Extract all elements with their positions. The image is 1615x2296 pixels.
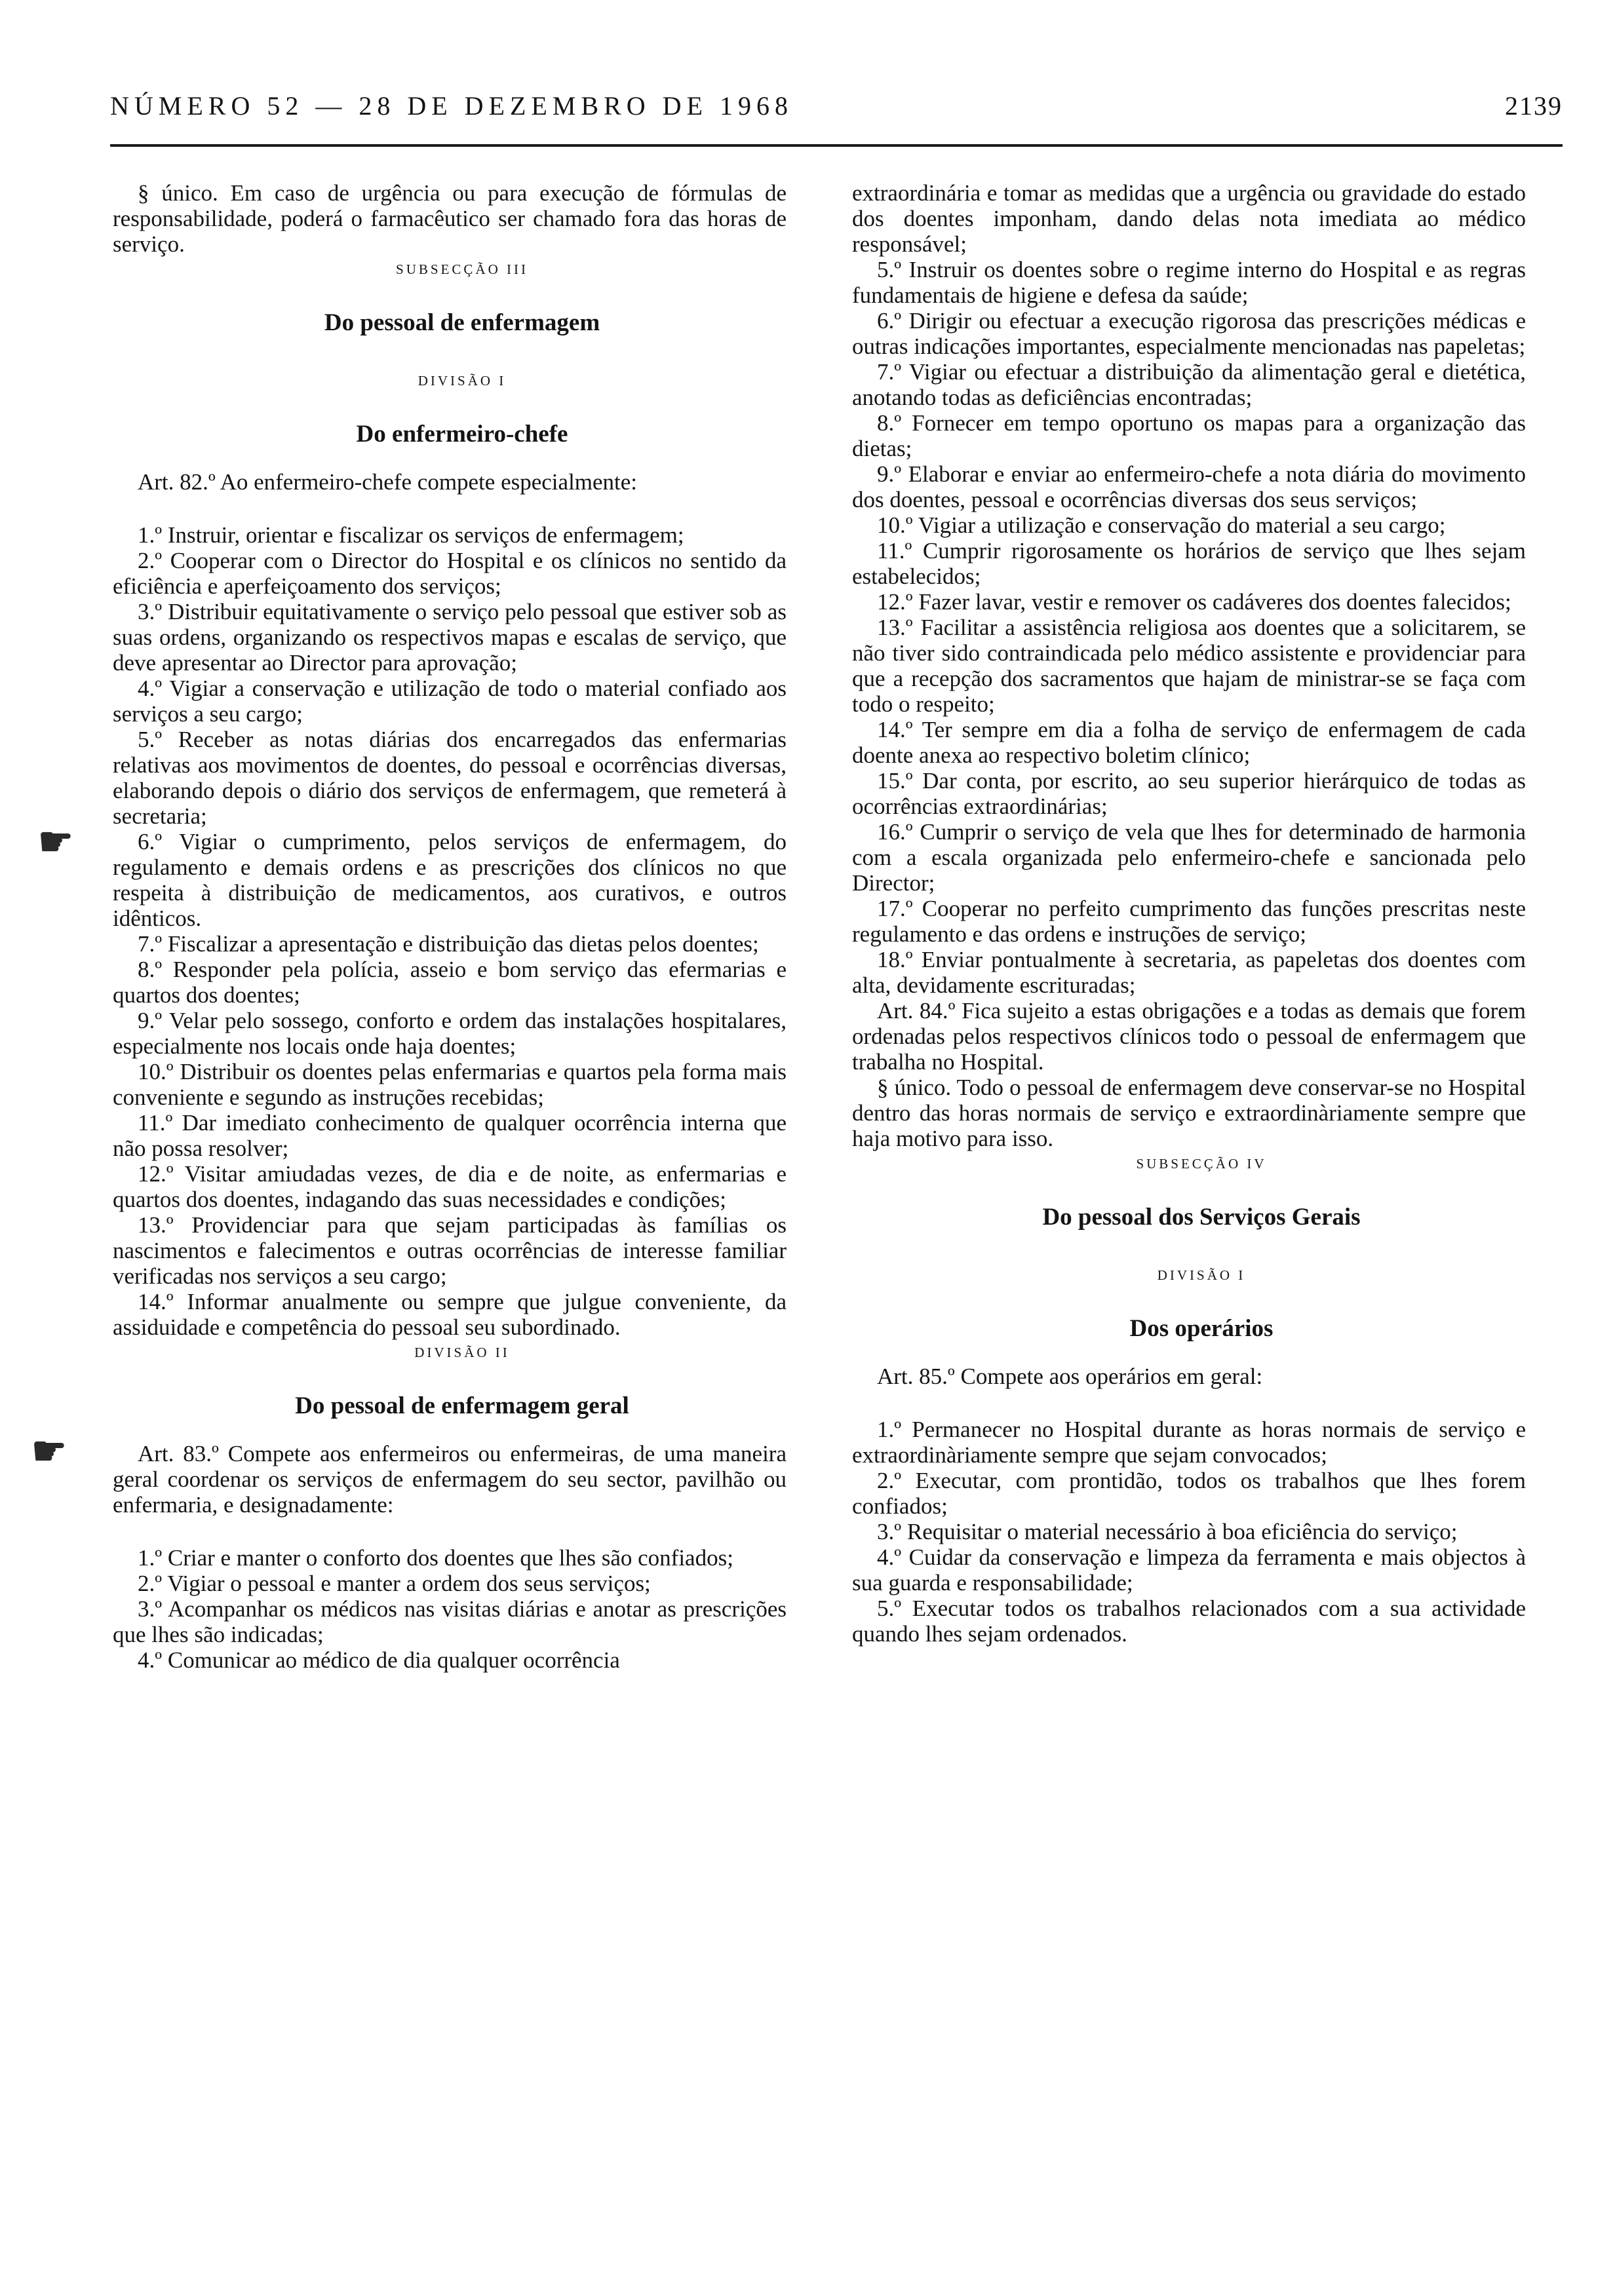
list-item: 13.º Providenciar para que sejam participadas às famílias os nascimentos e falecimentos e outras ocorrências de interesse familiar verificadas nos serviços a seu cargo; [113, 1212, 787, 1289]
list-item: 1.º Criar e manter o conforto dos doentes que lhes são confiados; [138, 1545, 733, 1571]
section-heading: Do pessoal de enfermagem geral [295, 1392, 629, 1419]
list-item: 2.º Vigiar o pessoal e manter a ordem dos seus serviços; [138, 1571, 651, 1596]
list-item: 1.º Instruir, orientar e fiscalizar os serviços de enfermagem; [138, 522, 684, 548]
list-item: 11.º Cumprir rigorosamente os horários de serviço que lhes sejam estabelecidos; [852, 538, 1526, 589]
list-item: 14.º Ter sempre em dia a folha de serviço de enfermagem de cada doente anexa ao respectivo boletim clínico; [852, 717, 1526, 768]
list-item: 5.º Receber as notas diárias dos encarregados das enfermarias relativas aos movimentos de doentes, do pessoal e ocorrências diversas, elaborando depois o diário dos serviços de enfermagem, que remeterá à secretaria; [113, 727, 787, 829]
list-item: 4.º Cuidar da conservação e limpeza da ferramenta e mais objectos à sua guarda e responsabilidade; [852, 1544, 1526, 1596]
header-rule [110, 144, 1563, 147]
list-item: 7.º Fiscalizar a apresentação e distribuição das dietas pelos doentes; [138, 931, 759, 957]
list-item: 13.º Facilitar a assistência religiosa aos doentes que a solicitarem, se não tiver sido contraindicada pelo médico assistente e providenciar para que a recepção dos sacramentos que hajam de ministrar-se se faça com todo o respeito; [852, 615, 1526, 717]
list-item: 2.º Cooperar com o Director do Hospital e os clínicos no sentido da eficiência e aperfeiçoamento dos serviços; [113, 548, 787, 599]
list-item: 4.º Comunicar ao médico de dia qualquer ocorrência [138, 1647, 620, 1673]
right-column [852, 180, 1526, 1647]
list-item: 14.º Informar anualmente ou sempre que julgue conveniente, da assiduidade e competência do pessoal seu subordinado. [113, 1289, 787, 1340]
list-item: 10.º Vigiar a utilização e conservação do material a seu cargo; [877, 512, 1446, 538]
continued-paragraph: extraordinária e tomar as medidas que a urgência ou gravidade do estado dos doentes imponham, dando delas nota imediata ao médico responsável; [852, 180, 1526, 257]
list-item: 1.º Permanecer no Hospital durante as horas normais de serviço e extraordinàriamente sempre que sejam convocados; [852, 1417, 1526, 1468]
list-item: 12.º Visitar amiudadas vezes, de dia e de noite, as enfermarias e quartos dos doentes, indagando das suas necessidades e condições; [113, 1161, 787, 1212]
page-header [110, 90, 1563, 130]
article-83-items-continued [852, 257, 1526, 998]
article-82-items [113, 522, 787, 1340]
margin-mark-icon: ☛ [31, 1430, 67, 1473]
list-item: 2.º Executar, com prontidão, todos os trabalhos que lhes forem confiados; [852, 1468, 1526, 1519]
margin-mark-icon: ☛ [38, 820, 73, 864]
section-heading: Do pessoal de enfermagem [324, 309, 600, 336]
issue-date-line: NÚMERO 52 — 28 DE DEZEMBRO DE 1968 [110, 91, 793, 121]
paragraph-unico-pharmacist: § único. Em caso de urgência ou para execução de fórmulas de responsabilidade, poderá o farmacêutico ser chamado fora das horas de serviço. [113, 180, 787, 257]
list-item: 15.º Dar conta, por escrito, ao seu superior hierárquico de todas as ocorrências extraordinárias; [852, 768, 1526, 819]
list-item: 10.º Distribuir os doentes pelas enfermarias e quartos pela forma mais conveniente e segundo as instruções recebidas; [113, 1059, 787, 1110]
article-82: Art. 82.º Ao enfermeiro-chefe compete especialmente: [138, 469, 638, 495]
subsection-label: SUBSECÇÃO IV [1136, 1156, 1267, 1172]
list-item: 18.º Enviar pontualmente à secretaria, as papeletas dos doentes com alta, devidamente escrituradas; [852, 947, 1526, 998]
subsection-label: SUBSECÇÃO III [396, 261, 528, 277]
list-item: 17.º Cooperar no perfeito cumprimento das funções prescritas neste regulamento e das ordens e instruções de serviço; [852, 896, 1526, 947]
list-item: 8.º Responder pela polícia, asseio e bom serviço das efermarias e quartos dos doentes; [113, 957, 787, 1008]
list-item: 5.º Instruir os doentes sobre o regime interno do Hospital e as regras fundamentais de higiene e defesa da saúde; [852, 257, 1526, 308]
list-item: 3.º Requisitar o material necessário à boa eficiência do serviço; [877, 1519, 1458, 1544]
list-item: 9.º Velar pelo sossego, conforto e ordem das instalações hospitalares, especialmente nos locais onde haja doentes; [113, 1008, 787, 1059]
list-item: 16.º Cumprir o serviço de vela que lhes for determinado de harmonia com a escala organizada pelo enfermeiro-chefe e sancionada pelo Director; [852, 819, 1526, 896]
list-item: 11.º Dar imediato conhecimento de qualquer ocorrência interna que não possa resolver; [113, 1110, 787, 1161]
article-83: Art. 83.º Compete aos enfermeiros ou enfermeiras, de uma maneira geral coordenar os serviços de enfermagem do seu sector, pavilhão ou enfermaria, e designadamente: [113, 1441, 787, 1518]
list-item: 6.º Vigiar o cumprimento, pelos serviços de enfermagem, do regulamento e demais ordens e as prescrições dos clínicos no que respeita à distribuição de medicamentos, aos curativos, e outros idênticos. [113, 829, 787, 931]
list-item: 8.º Fornecer em tempo oportuno os mapas para a organização das dietas; [852, 410, 1526, 461]
left-column [113, 180, 787, 1673]
section-heading: Do pessoal dos Serviços Gerais [1042, 1204, 1361, 1231]
section-heading: Dos operários [1129, 1315, 1274, 1342]
list-item: 6.º Dirigir ou efectuar a execução rigorosa das prescrições médicas e outras indicações importantes, especialmente mencionadas nas papeletas; [852, 308, 1526, 359]
list-item: 5.º Executar todos os trabalhos relacionados com a sua actividade quando lhes sejam ordenados. [852, 1596, 1526, 1647]
list-item: 4.º Vigiar a conservação e utilização de todo o material confiado aos serviços a seu cargo; [113, 676, 787, 727]
article-83-items [113, 1545, 787, 1673]
list-item: 9.º Elaborar e enviar ao enfermeiro-chefe a nota diária do movimento dos doentes, pessoal e ocorrências diversas dos seus serviços; [852, 461, 1526, 512]
section-heading: Do enfermeiro-chefe [356, 421, 568, 448]
division-label: DIVISÃO II [414, 1345, 510, 1360]
list-item: 12.º Fazer lavar, vestir e remover os cadáveres dos doentes falecidos; [877, 589, 1511, 615]
list-item: 3.º Acompanhar os médicos nas visitas diárias e anotar as prescrições que lhes são indicadas; [113, 1596, 787, 1647]
list-item: 3.º Distribuir equitativamente o serviço pelo pessoal que estiver sob as suas ordens, organizando os respectivos mapas e escalas de serviço, que deve apresentar ao Director para aprovação; [113, 599, 787, 676]
paragraph-unico-84: § único. Todo o pessoal de enfermagem deve conservar-se no Hospital dentro das horas normais de serviço e extraordinàriamente sempre que haja motivo para isso. [852, 1075, 1526, 1151]
division-label: DIVISÃO I [418, 373, 507, 389]
article-85-items [852, 1417, 1526, 1647]
list-item: 7.º Vigiar ou efectuar a distribuição da alimentação geral e dietética, anotando todas as deficiências encontradas; [852, 359, 1526, 410]
page-number: 2139 [1505, 91, 1563, 121]
article-84: Art. 84.º Fica sujeito a estas obrigações e a todas as demais que forem ordenadas pelos respectivos clínicos todo o pessoal de enfermagem que trabalha no Hospital. [852, 998, 1526, 1075]
article-85: Art. 85.º Compete aos operários em geral: [877, 1364, 1263, 1389]
division-label: DIVISÃO I [1157, 1267, 1246, 1283]
